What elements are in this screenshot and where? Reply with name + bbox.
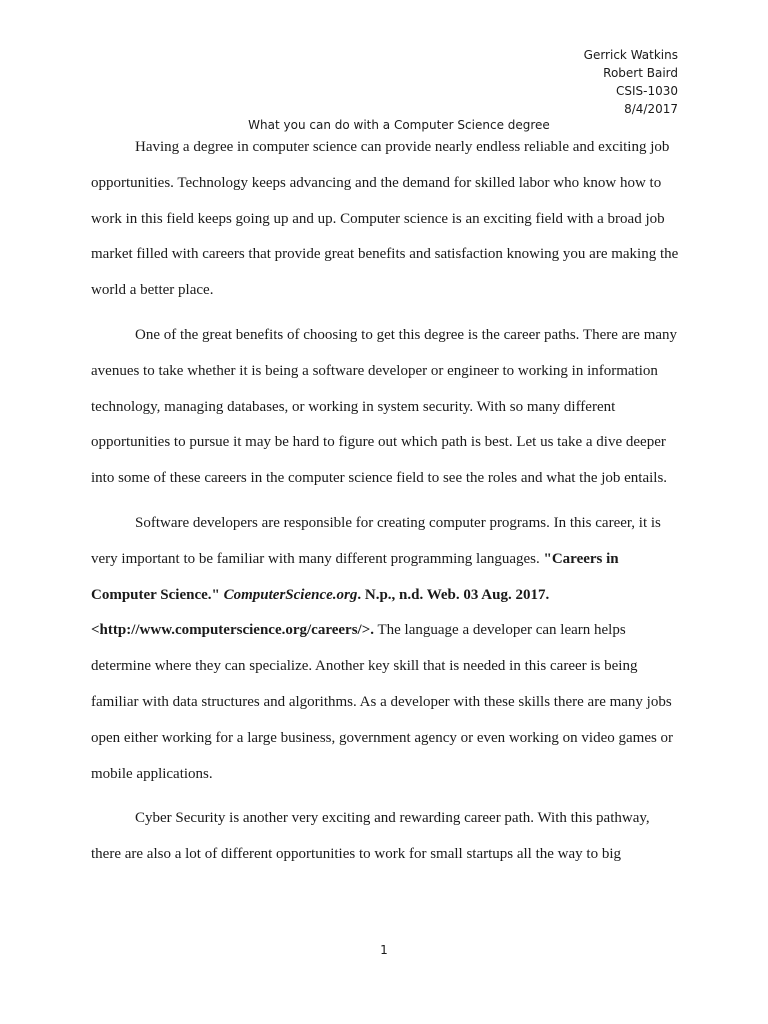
page-number: 1 [380,943,388,957]
paragraph-cyber-security: Cyber Security is another very exciting and rewarding career path. With this pathway, there are also a lot of different opportunities to work for small startups all the way to big [91,810,650,863]
paragraph-intro: Having a degree in computer science can provide nearly endless reliable and exciting job opportunities. Technology keeps advancing and the demand for skilled labor who know how to work in this field keeps going up and up. Computer science is an exciting field with a broad job market filled with careers that provide great benefits and satisfaction knowing you are making the world a better place. [91,139,679,299]
citation-site: ComputerScience.org [223,586,358,603]
document-body [91,130,681,882]
paragraph-software-developers [91,506,681,792]
paragraph-career-paths: One of the great benefits of choosing to get this degree is the career paths. There are many avenues to take whether it is being a software developer or engineer to working in information technology, managing databases, or working in system security. With so many different opportunities to pursue it may be hard to figure out which path is best. Let us take a dive deeper into some of these careers in the computer science field to see the roles and what the job entails. [91,326,678,487]
author-name: Gerrick Watkins [583,48,678,62]
paragraph-text: The language a developer can learn helps determine where they can specialize. Another key skill that is needed in this career is being familiar with data structures and algorithms. As a developer with these skills there are many jobs open either working for a large business, government agency or even working on video games or mobile applications. [91,622,674,782]
paragraph-text: Software developers are responsible for creating computer programs. In this career, it is very important to be familiar with many different programming languages. [91,514,661,567]
instructor-name: Robert Baird [603,66,678,80]
document-date: 8/4/2017 [624,102,678,116]
course-code: CSIS-1030 [615,84,678,98]
citation-details: . N.p., n.d. Web. 03 Aug. 2017. <http://www.computerscience.org/careers/>. [91,586,550,639]
author-header [584,46,678,118]
citation-title: "Careers in Computer Science." [91,550,619,603]
document-title: What you can do with a Computer Science degree [248,118,550,132]
